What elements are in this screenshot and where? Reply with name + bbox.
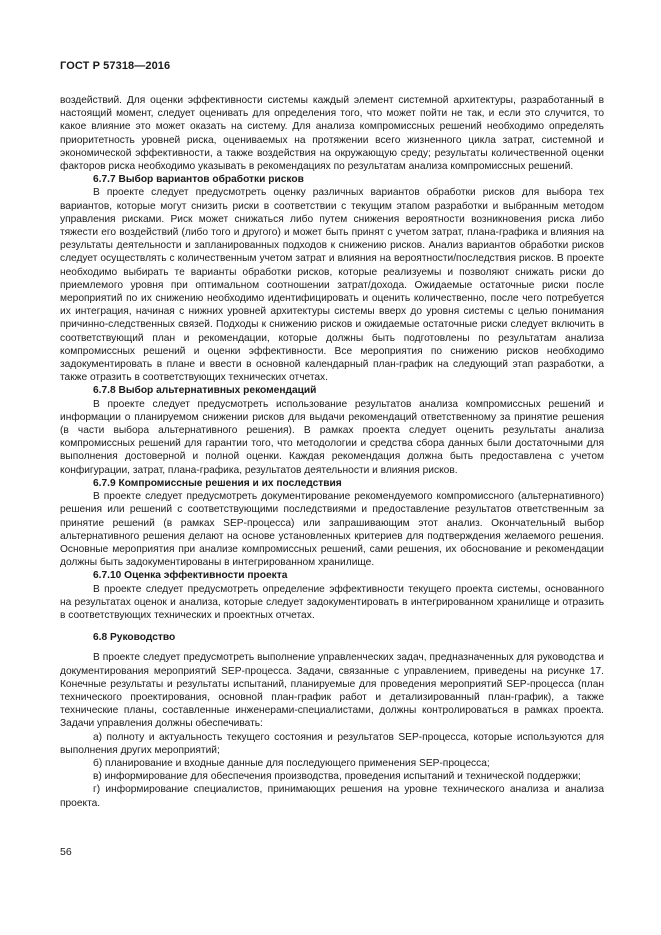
paragraph-6-8: В проекте следует предусмотреть выполнение управленческих задач, предназначенных для руководства и документирования мероприятий SEP-процесса. Задачи, связанные с управлением, приведены на рисунке 17. Конечные результаты и результаты испытаний, планируемые для проведения мероприятий SEP-процесса (план технического проектирования, основной план-график работ и детализированный план-график), а также технические планы, составленные инженерами-специалистами, должны контролироваться в рамках проекта. Задачи управления должны обеспечивать: [60, 652, 604, 730]
list-item-b: б) планирование и входные данные для последующего применения SEP-процесса; [93, 757, 490, 769]
section-heading-6-7-8: 6.7.8 Выбор альтернативных рекомендаций [93, 385, 317, 397]
list-item-d: г) информирование специалистов, принимающих решения на уровне технического анализа и анализа проекта. [60, 784, 604, 809]
page-number: 56 [60, 846, 72, 858]
section-heading-6-7-7: 6.7.7 Выбор вариантов обработки рисков [93, 174, 304, 186]
section-heading-6-8: 6.8 Руководство [93, 632, 176, 644]
paragraph-6-7-9: В проекте следует предусмотреть документирование рекомендуемого компромиссного (альтернативного) решения или решений с соответствующими последствиями и предоставление результатов ответственным за принятие решений (в рамках SEP-процесса) или запрашивающим этот анализ. Окончательный выбор альтернативного решения делают на основе установленных критериев для подтверждения желаемого решения. Основные мероприятия при анализе компромиссных решений, сами решения, их обоснование и рекомендации должны быть задокументированы в интегрированном хранилище. [60, 491, 604, 569]
section-heading-6-7-10: 6.7.10 Оценка эффективности проекта [93, 570, 288, 582]
paragraph-6-7-10: В проекте следует предусмотреть определение эффективности текущего проекта системы, основанного на результатах оценок и анализа, которые следует задокументировать в интегрированном хранилище и отразить в соответствующих технических и проектных отчетах. [60, 583, 604, 621]
paragraph-6-7-7: В проекте следует предусмотреть оценку различных вариантов обработки рисков для выбора тех вариантов, которые могут снизить риски в соответствии с текущим этапом разработки и выбранным методом управления рисками. Риск может снижаться либо путем снижения вероятности возникновения риска либо тяжести его воздействий (либо того и другого) и может быть принят с учетом затрат, плана-графика и влияния на результаты деятельности и запланированных подходов к снижению рисков. Анализ вариантов обработки рисков следует осуществлять с количественным учетом затрат и влияния на вероятности/последствия рисков. В проекте необходимо выбирать те варианты обработки рисков, которые реализуемы и позволяют снижать риски до приемлемого уровня при оптимальном соотношении затрат/дохода. Ожидаемые остаточные риски после мероприятий по их снижению необходимо идентифицировать и оценить количественно, после чего потребуется их интеграция, начиная с нижних уровней архитектуры системы вверх до уровня системы с целью понимания причинно-следственных связей. Подходы к снижению рисков и ожидаемые остаточные риски следует включить в соответствующий план и рекомендации, которые должны быть подготовлены по результатам анализа компромиссных решений и оценки эффективности. Все мероприятия по снижению рисков необходимо задокументировать в плане и ввести в основной календарный план-график на следующий этап разработки, а также отразить в соответствующих технических отчетах. [60, 187, 604, 384]
paragraph-continuation: воздействий. Для оценки эффективности системы каждый элемент системной архитектуры, разработанный в настоящий момент, следует оценивать для определения того, что может пойти не так, и если это случится, то какое влияние это может оказать на систему. Для анализа компромиссных решений необходимо определять приоритетность уровней риска, оцениваемых на протяжении всего жизненного цикла затрат, системной и экономической эффективности, а также воздействия на окружающую среду; результаты количественной оценки факторов риска необходимо указывать в рекомендациях по результатам анализа компромиссных решений. [60, 95, 604, 173]
paragraph-6-7-8: В проекте следует предусмотреть использование результатов анализа компромиссных решений и информации о планируемом снижении рисков для выдачи рекомендаций ответственному за принятие решения (в части выбора альтернативного решения). В рамках проекта следует оценить результаты анализа компромиссных решений для гарантии того, что методологии и средства сбора данных были достаточными для выполнения достоверной и полной оценки. Каждая рекомендация должна быть предоставлена с учетом конфигурации, затрат, плана-графика, результатов деятельности и влияния рисков. [60, 398, 604, 476]
document-header: ГОСТ Р 57318—2016 [60, 60, 171, 72]
list-item-c: в) информирование для обеспечения производства, проведения испытаний и технической поддержки; [93, 771, 581, 783]
document-body [60, 94, 604, 810]
section-heading-6-7-9: 6.7.9 Компромиссные решения и их последствия [93, 477, 342, 489]
list-item-a: а) полноту и актуальность текущего состояния и результатов SEP-процесса, которые используются для выполнения других мероприятий; [60, 731, 604, 756]
